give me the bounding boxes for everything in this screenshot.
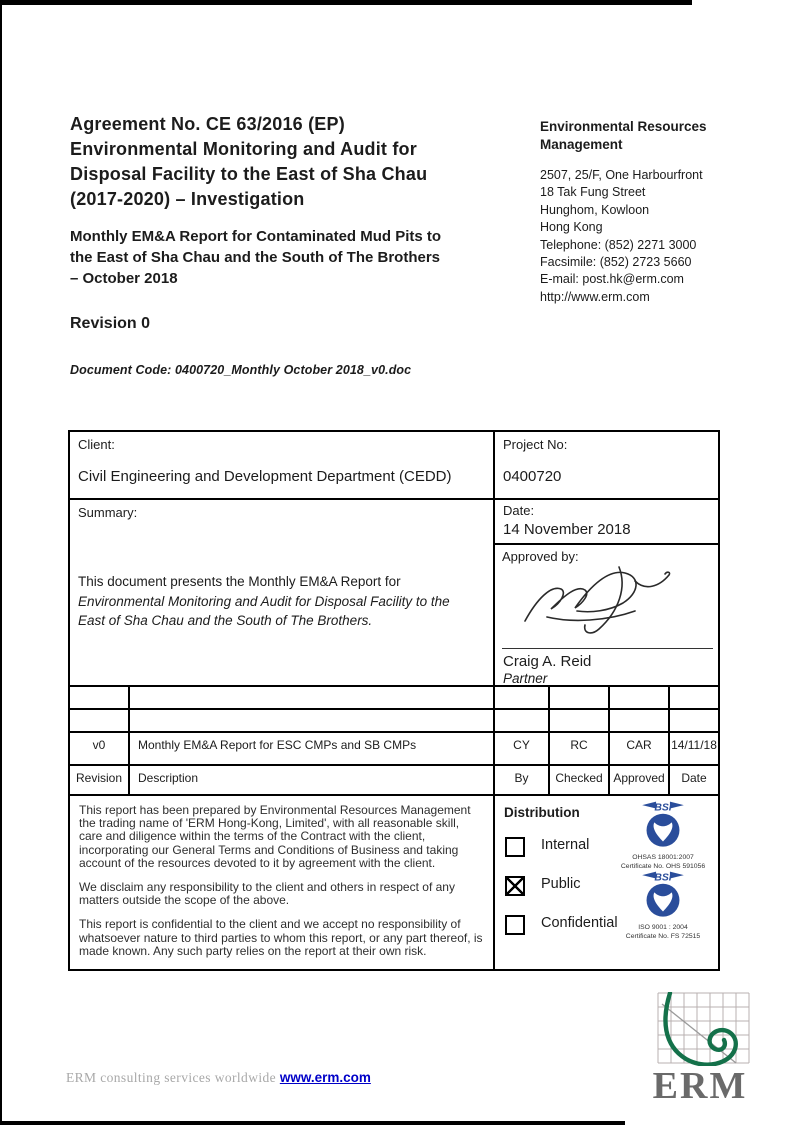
approver-name: Craig A. Reid bbox=[503, 653, 592, 670]
subtitle-line: the East of Sha Chau and the South of The Brothers bbox=[70, 249, 441, 266]
report-title bbox=[70, 112, 427, 212]
scan-border-left bbox=[0, 0, 2, 1125]
disclaimer-paragraph: This report has been prepared by Environmental Resources Management the trading name of 'ERM Hong-Kong, Limited', with all reasonable skill, care and diligence within the terms of the Contract with the client, incorporating our General Terms and Conditions of Business and taking account of the resources devoted to it by agreement with the client. bbox=[79, 803, 471, 870]
title-line: Environmental Monitoring and Audit for bbox=[70, 139, 417, 159]
company-contact-block bbox=[540, 118, 707, 306]
revision-label: Revision 0 bbox=[70, 315, 151, 332]
client-label: Client: bbox=[78, 437, 115, 452]
summary-cell bbox=[69, 499, 494, 686]
company-name: Environmental Resources Management bbox=[540, 119, 707, 152]
summary-text: This document presents the Monthly EM&A Report for Environmental Monitoring and Audit for Disposal Facility to the East of Sha Chau and the South of The Brothers. bbox=[78, 574, 450, 628]
distribution-option-public: Public bbox=[505, 876, 525, 896]
project-no-value: 0400720 bbox=[503, 468, 562, 485]
revision-description: Monthly EM&A Report for ESC CMPs and SB CMPs bbox=[129, 732, 494, 765]
cert-caption: ISO 9001 : 2004 Certificate No. FS 72515 bbox=[625, 924, 701, 940]
bsi-logo-icon bbox=[637, 870, 689, 920]
footer-tagline: ERM consulting services worldwide bbox=[66, 1070, 277, 1085]
revision-by: CY bbox=[494, 732, 549, 765]
disclaimer-cell bbox=[69, 795, 494, 970]
approver-title: Partner bbox=[503, 671, 548, 686]
address-line: Hunghom, Kowloon bbox=[540, 202, 650, 217]
confidential-checkbox bbox=[505, 915, 525, 935]
project-no-label: Project No: bbox=[503, 437, 568, 452]
revision-approved: CAR bbox=[609, 732, 669, 765]
fax-line: Facsimile: (852) 2723 5660 bbox=[540, 255, 692, 270]
header-date: Date bbox=[669, 765, 719, 795]
title-line: Agreement No. CE 63/2016 (EP) bbox=[70, 114, 345, 134]
signature-image bbox=[517, 559, 692, 644]
report-subtitle bbox=[70, 226, 441, 289]
header-by: By bbox=[494, 765, 549, 795]
revision-empty-row bbox=[69, 709, 719, 732]
client-value: Civil Engineering and Development Department (CEDD) bbox=[78, 468, 452, 485]
erm-logo-text: ERM bbox=[652, 1065, 748, 1107]
svg-text:BSI: BSI bbox=[654, 802, 672, 814]
website-line: http://www.erm.com bbox=[540, 289, 650, 304]
disclaimer-paragraph: This report is confidential to the client and we accept no responsibility of whatsoever nature to third parties to whom this report, or any part thereof, is made known. Any such party relies on the report at their own risk. bbox=[79, 917, 483, 958]
address-line: 18 Tak Fung Street bbox=[540, 185, 646, 200]
signature-line bbox=[502, 648, 713, 649]
address-line: 2507, 25/F, One Harbourfront bbox=[540, 168, 703, 182]
distribution-label: Distribution bbox=[504, 805, 580, 820]
distribution-option-internal: Internal bbox=[505, 837, 525, 857]
revision-id: v0 bbox=[69, 732, 129, 765]
summary-label: Summary: bbox=[78, 505, 138, 520]
header-revision: Revision bbox=[69, 765, 129, 795]
cert-caption: OHSAS 18001:2007 Certificate No. OHS 591056 bbox=[620, 854, 706, 870]
approved-by-label: Approved by: bbox=[502, 549, 579, 564]
bsi-logo-icon bbox=[637, 800, 689, 850]
document-code: Document Code: 0400720_Monthly October 2018_v0.doc bbox=[70, 363, 412, 377]
bsi-cert-iso bbox=[613, 870, 713, 941]
phone-line: Telephone: (852) 2271 3000 bbox=[540, 237, 697, 252]
internal-checkbox bbox=[505, 837, 525, 857]
subtitle-line: Monthly EM&A Report for Contaminated Mud Pits to bbox=[70, 228, 442, 245]
date-cell bbox=[494, 499, 719, 544]
erm-spiral-icon bbox=[638, 992, 762, 1066]
revision-empty-row bbox=[69, 686, 719, 709]
revision-checked: RC bbox=[549, 732, 609, 765]
company-address bbox=[540, 167, 707, 306]
title-line: (2017-2020) – Investigation bbox=[70, 189, 305, 209]
date-value: 14 November 2018 bbox=[503, 521, 631, 538]
revision-date: 14/11/18 bbox=[669, 732, 719, 765]
address-line: Hong Kong bbox=[540, 220, 603, 235]
email-line: E-mail: post.hk@erm.com bbox=[540, 272, 684, 287]
project-no-cell bbox=[494, 431, 719, 499]
erm-logo bbox=[638, 992, 762, 1107]
scan-border-bottom bbox=[0, 1121, 625, 1125]
distribution-cell bbox=[494, 795, 719, 970]
distribution-option-confidential: Confidential bbox=[505, 915, 525, 935]
header-approved: Approved bbox=[609, 765, 669, 795]
title-line: Disposal Facility to the East of Sha Chau bbox=[70, 164, 428, 184]
scan-border-top bbox=[0, 0, 692, 5]
bsi-cert-ohsas bbox=[613, 800, 713, 871]
header-description: Description bbox=[129, 765, 494, 795]
footer-website-link[interactable]: www.erm.com bbox=[279, 1070, 371, 1085]
client-cell bbox=[69, 431, 494, 499]
approved-by-cell bbox=[494, 544, 719, 686]
footer bbox=[66, 1070, 371, 1086]
date-label: Date: bbox=[503, 503, 535, 518]
header-checked: Checked bbox=[549, 765, 609, 795]
subtitle-line: – October 2018 bbox=[70, 270, 178, 287]
disclaimer-paragraph: We disclaim any responsibility to the client and others in respect of any matters outside the scope of the above. bbox=[79, 880, 455, 908]
info-table bbox=[68, 430, 720, 971]
svg-text:BSI: BSI bbox=[654, 872, 672, 884]
revision-header-row bbox=[69, 765, 719, 795]
revision-row-v0 bbox=[69, 732, 719, 765]
public-checkbox bbox=[505, 876, 525, 896]
